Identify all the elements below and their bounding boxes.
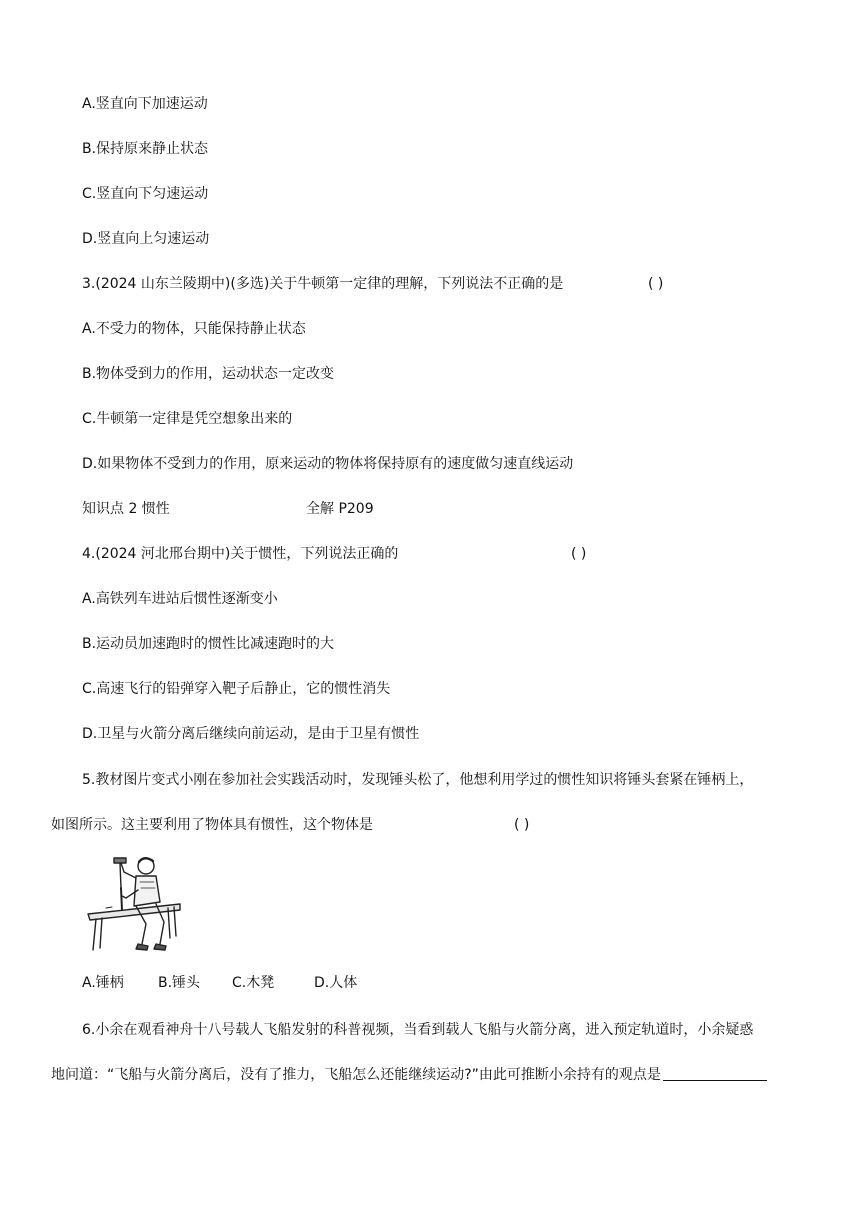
q5-options bbox=[82, 973, 357, 993]
q3-answer-paren: ( ) bbox=[648, 276, 664, 292]
q3-stem: 3.(2024 山东兰陵期中)(多选)关于牛顿第一定律的理解，下列说法不正确的是 bbox=[82, 276, 564, 292]
q6-answer-blank[interactable] bbox=[663, 1066, 767, 1081]
q4-option-a: A.高铁列车进站后惯性逐渐变小 bbox=[82, 591, 278, 607]
q4-stem: 4.(2024 河北邢台期中)关于惯性，下列说法正确的 bbox=[82, 546, 399, 562]
q5-answer-paren: ( ) bbox=[514, 817, 530, 833]
q3-option-b: B.物体受到力的作用，运动状态一定改变 bbox=[82, 366, 335, 382]
q4-option-c: C.高速飞行的铅弹穿入靶子后静止，它的惯性消失 bbox=[82, 681, 391, 697]
q2-option-d: D.竖直向上匀速运动 bbox=[82, 231, 210, 247]
q2-option-c: C.竖直向下匀速运动 bbox=[82, 186, 209, 202]
q5-stem-line1: 5.教材图片变式小刚在参加社会实践活动时，发现锤头松了，他想利用学过的惯性知识将锤头套紧在锤柄上， bbox=[82, 772, 754, 788]
section-reference: 全解 P209 bbox=[306, 501, 374, 517]
q5-option-a: A.锤柄 bbox=[82, 975, 124, 991]
q4-option-b: B.运动员加速跑时的惯性比减速跑时的大 bbox=[82, 636, 335, 652]
q3-option-a: A.不受力的物体，只能保持静止状态 bbox=[82, 321, 306, 337]
q3-option-d: D.如果物体不受到力的作用，原来运动的物体将保持原有的速度做匀速直线运动 bbox=[82, 456, 574, 472]
q6-line2 bbox=[51, 1065, 767, 1085]
q6-line1: 6.小余在观看神舟十八号载人飞船发射的科普视频，当看到载人飞船与火箭分离，进入预定轨道时，小余疑惑 bbox=[82, 1022, 754, 1038]
q4-answer-paren: ( ) bbox=[571, 546, 587, 562]
q5-option-b: B.锤头 bbox=[158, 975, 201, 991]
q4-option-d: D.卫星与火箭分离后继续向前运动，是由于卫星有惯性 bbox=[82, 726, 420, 742]
q5-option-c: C.木凳 bbox=[232, 975, 275, 991]
q3-option-c: C.牛顿第一定律是凭空想象出来的 bbox=[82, 411, 293, 427]
section-title: 知识点 2 惯性 bbox=[82, 501, 170, 517]
hammer-boy-figure bbox=[84, 852, 184, 956]
q5-option-d: D.人体 bbox=[314, 975, 358, 991]
q5-stem-line2: 如图所示。这主要利用了物体具有惯性，这个物体是 bbox=[51, 817, 373, 833]
q2-option-a: A.竖直向下加速运动 bbox=[82, 96, 208, 112]
q2-option-b: B.保持原来静止状态 bbox=[82, 141, 209, 157]
q6-line2-text: 地问道：“飞船与火箭分离后，没有了推力，飞船怎么还能继续运动?”由此可推断小余持有的观点是 bbox=[51, 1067, 661, 1083]
